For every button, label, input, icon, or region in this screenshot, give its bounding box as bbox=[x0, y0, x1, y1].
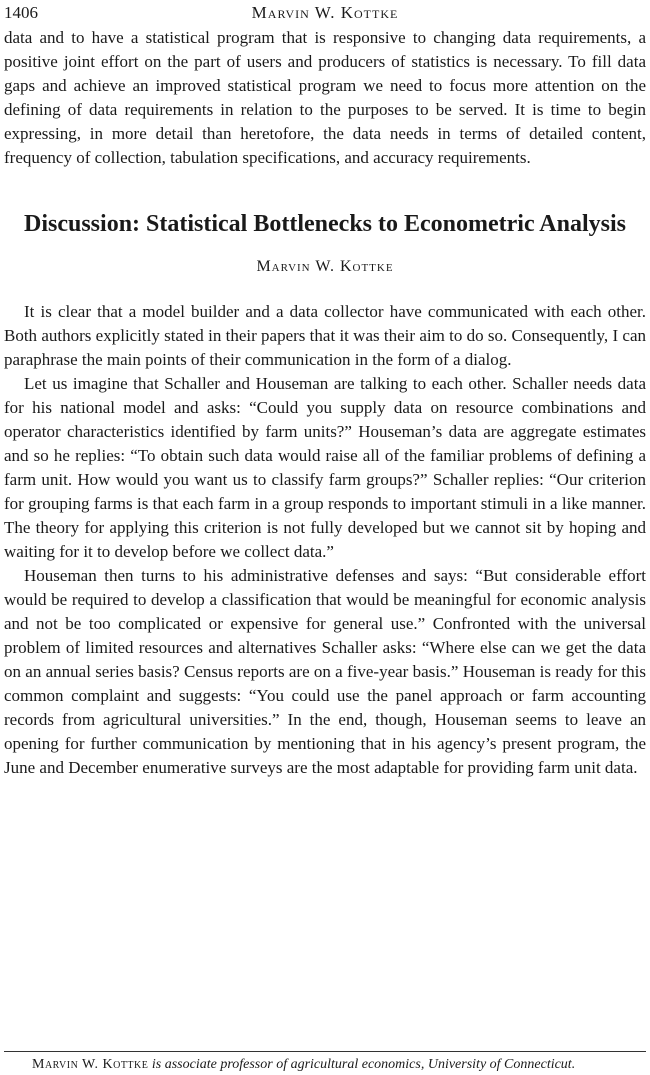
article-title: Discussion: Statistical Bottlenecks to Econometric Analysis bbox=[24, 211, 626, 237]
footnote-author-name: Marvin W. Kottke bbox=[32, 1057, 149, 1072]
continued-paragraph: data and to have a statistical program that is responsive to changing data requirements, a positive joint effort on the part of users and producers of statistics is necessary. To fill data gaps and achieve an improved statistical program we need to focus more attention on the defining of data requirements in relation to the purposes to be served. It is time to begin expressing, in more detail than heretofore, the data needs in terms of detailed content, frequency of collection, tabulation specifications, and accuracy requirements. bbox=[4, 28, 646, 167]
running-head-author: Marvin W. Kottke bbox=[251, 3, 399, 22]
journal-page bbox=[4, 0, 646, 780]
article-author: Marvin W. Kottke bbox=[256, 258, 394, 275]
footnote-affiliation: is associate professor of agricultural economics, University of Connecticut. bbox=[148, 1057, 576, 1072]
body-paragraph-2: Let us imagine that Schaller and Houseman are talking to each other. Schaller needs data for his national model and asks: “Could you supply data on resource combinations and operator characteristics identified by farm units?” Houseman’s data are aggregate estimates and so he replies: “To obtain such data would raise all of the familiar problems of defining a farm unit. How would you want us to classify farm groups?” Schaller replies: “Our criterion for grouping farms is that each farm in a group responds to important stimuli in a like manner. The theory for applying this criterion is not fully developed but we cannot sit by hoping and waiting for it to develop before we collect data.” bbox=[4, 374, 646, 561]
footnote-divider bbox=[4, 1051, 646, 1052]
body-paragraph-1: It is clear that a model builder and a data collector have communicated with each other. Both authors explicitly stated in their papers that it was their aim to do so. Consequently, I can paraphrase the main points of their communication in the form of a dialog. bbox=[4, 302, 646, 369]
author-footnote bbox=[4, 1056, 646, 1073]
page-number: 1406 bbox=[4, 3, 38, 22]
running-head bbox=[4, 0, 646, 26]
body-paragraph-3: Houseman then turns to his administrative defenses and says: “But considerable effort would be required to develop a classification that would be meaningful for economic analysis and not be too complicated or expensive for general use.” Confronted with the universal problem of limited resources and alternatives Schaller asks: “Where else can we get the data on an annual series basis? Census reports are on a five-year basis.” Houseman is ready for this common complaint and suggests: “You could use the panel approach or farm accounting records from agricultural universities.” In the end, though, Houseman seems to leave an opening for further communication by mentioning that in his agency’s present program, the June and December enumerative surveys are the most adaptable for providing farm unit data. bbox=[4, 566, 646, 777]
